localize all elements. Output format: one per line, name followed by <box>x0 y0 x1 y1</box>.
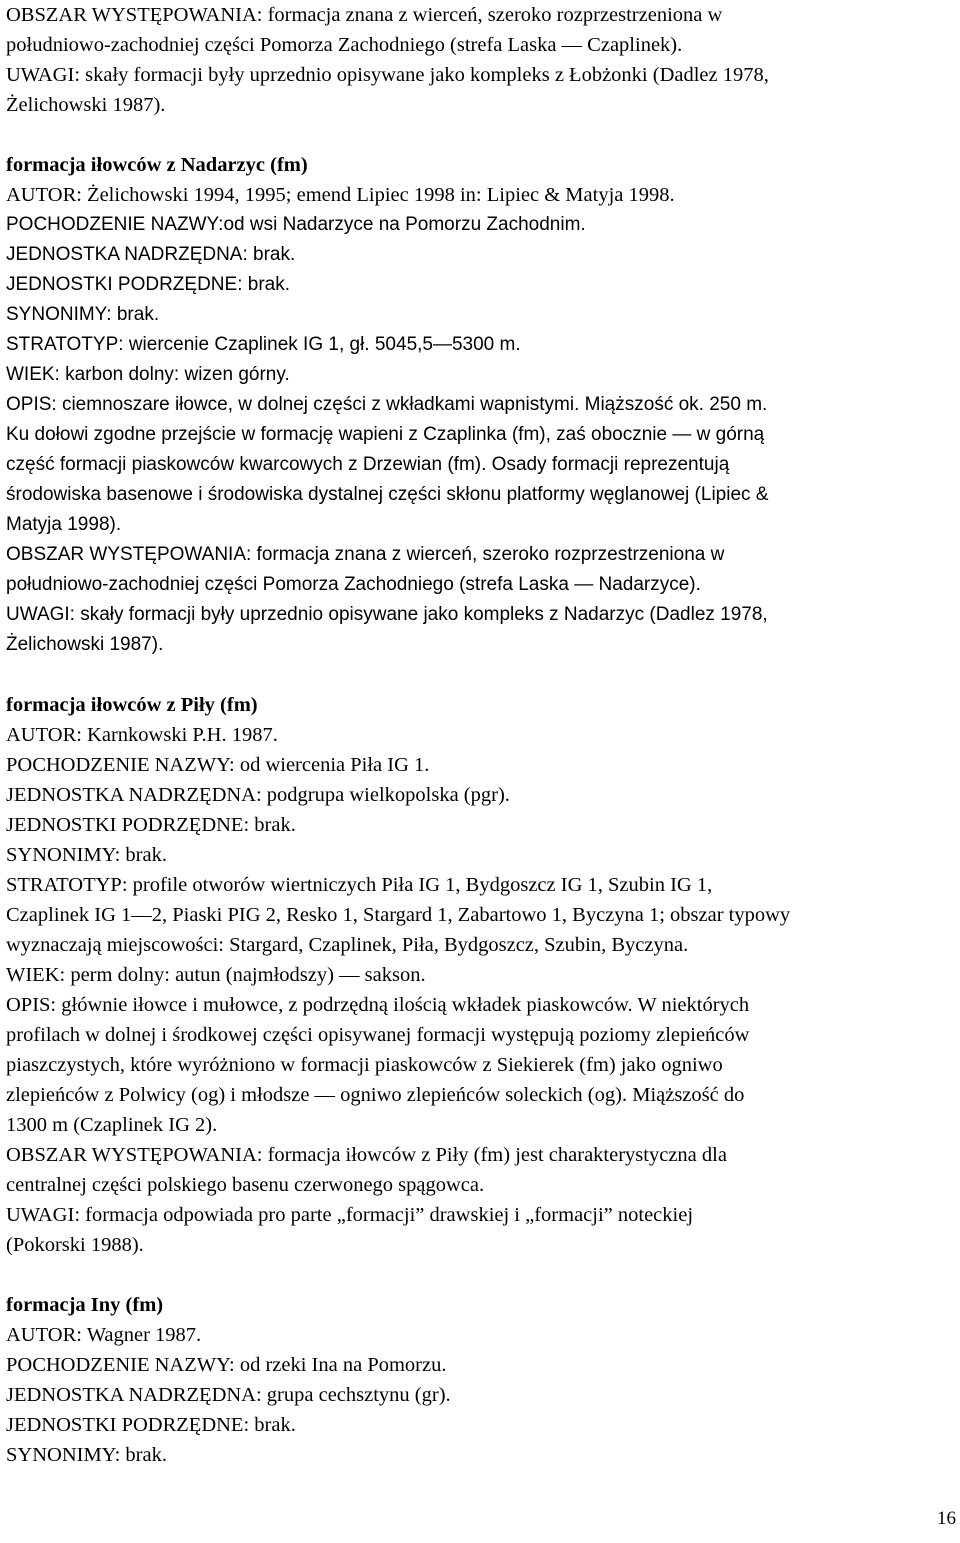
text-line: POCHODZENIE NAZWY: od rzeki Ina na Pomorzu. <box>6 1354 447 1376</box>
text-line: południowo-zachodniej części Pomorza Zachodniego (strefa Laska — Nadarzyce). <box>6 574 701 595</box>
text-line: Czaplinek IG 1—2, Piaski PIG 2, Resko 1, Stargard 1, Zabartowo 1, Byczyna 1; obszar typowy <box>6 904 791 926</box>
section-heading: formacja Iny (fm) <box>6 1294 164 1316</box>
text-line: Matyja 1998). <box>6 514 122 535</box>
text-line: środowiska basenowe i środowiska dystalnej części skłonu platformy węglanowej (Lipiec & <box>6 484 769 505</box>
text-line: OPIS: ciemnoszare iłowce, w dolnej części z wkładkami wapnistymi. Miąższość ok. 250 m. <box>6 394 768 415</box>
text-line: OBSZAR WYSTĘPOWANIA: formacja znana z wierceń, szeroko rozprzestrzeniona w <box>6 544 725 565</box>
text-line: część formacji piaskowców kwarcowych z Drzewian (fm). Osady formacji reprezentują <box>6 454 730 475</box>
text-line: SYNONIMY: brak. <box>6 1444 167 1466</box>
document-page <box>6 0 956 1470</box>
text-line: JEDNOSTKI PODRZĘDNE: brak. <box>6 1414 296 1436</box>
text-line: (Pokorski 1988). <box>6 1234 144 1256</box>
text-line: UWAGI: skały formacji były uprzednio opisywane jako kompleks z Łobżonki (Dadlez 1978, <box>6 64 769 86</box>
text-line: OBSZAR WYSTĘPOWANIA: formacja znana z wierceń, szeroko rozprzestrzeniona w <box>6 4 723 26</box>
text-line: JEDNOSTKA NADRZĘDNA: podgrupa wielkopolska (pgr). <box>6 784 510 806</box>
paragraph-gap <box>6 1260 956 1290</box>
text-line: Ku dołowi zgodne przejście w formację wapieni z Czaplinka (fm), zaś obocznie — w górną <box>6 424 765 445</box>
text-line: centralnej części polskiego basenu czerwonego spągowca. <box>6 1174 485 1196</box>
text-line: wyznaczają miejscowości: Stargard, Czaplinek, Piła, Bydgoszcz, Szubin, Byczyna. <box>6 934 689 956</box>
text-line: profilach w dolnej i środkowej części opisywanej formacji występują poziomy zlepieńców <box>6 1024 750 1046</box>
paragraph-gap <box>6 120 956 150</box>
text-line: Żelichowski 1987). <box>6 94 166 116</box>
text-line: południowo-zachodniej części Pomorza Zachodniego (strefa Laska — Czaplinek). <box>6 34 683 56</box>
text-line: STRATOTYP: wiercenie Czaplinek IG 1, gł. 5045,5—5300 m. <box>6 334 521 355</box>
text-line: UWAGI: formacja odpowiada pro parte „formacji” drawskiej i „formacji” noteckiej <box>6 1204 694 1226</box>
text-line: piaszczystych, które wyróżniono w formacji piaskowców z Siekierek (fm) jako ogniwo <box>6 1054 723 1076</box>
section-heading: formacja iłowców z Piły (fm) <box>6 694 258 716</box>
text-line: UWAGI: skały formacji były uprzednio opisywane jako kompleks z Nadarzyc (Dadlez 1978, <box>6 604 768 625</box>
text-line: SYNONIMY: brak. <box>6 844 167 866</box>
text-line: POCHODZENIE NAZWY:od wsi Nadarzyce na Pomorzu Zachodnim. <box>6 214 586 235</box>
text-line: JEDNOSTKA NADRZĘDNA: grupa cechsztynu (gr). <box>6 1384 451 1406</box>
text-line: POCHODZENIE NAZWY: od wiercenia Piła IG 1. <box>6 754 430 776</box>
section-heading: formacja iłowców z Nadarzyc (fm) <box>6 154 308 176</box>
text-line: STRATOTYP: profile otworów wiertniczych Piła IG 1, Bydgoszcz IG 1, Szubin IG 1, <box>6 874 713 896</box>
text-line: JEDNOSTKI PODRZĘDNE: brak. <box>6 274 290 295</box>
text-line: Żelichowski 1987). <box>6 634 164 655</box>
text-line: OPIS: głównie iłowce i mułowce, z podrzędną ilością wkładek piaskowców. W niektórych <box>6 994 750 1016</box>
text-line: WIEK: perm dolny: autun (najmłodszy) — sakson. <box>6 964 426 986</box>
text-line: JEDNOSTKI PODRZĘDNE: brak. <box>6 814 296 836</box>
text-line: JEDNOSTKA NADRZĘDNA: brak. <box>6 244 296 265</box>
text-line: OBSZAR WYSTĘPOWANIA: formacja iłowców z Piły (fm) jest charakterystyczna dla <box>6 1144 727 1166</box>
text-line: AUTOR: Karnkowski P.H. 1987. <box>6 724 278 746</box>
page-number: 16 <box>937 1508 956 1529</box>
paragraph-gap <box>6 660 956 690</box>
text-line: AUTOR: Żelichowski 1994, 1995; emend Lipiec 1998 in: Lipiec & Matyja 1998. <box>6 184 675 206</box>
text-line: AUTOR: Wagner 1987. <box>6 1324 202 1346</box>
text-line: WIEK: karbon dolny: wizen górny. <box>6 364 290 385</box>
text-line: 1300 m (Czaplinek IG 2). <box>6 1114 218 1136</box>
text-line: SYNONIMY: brak. <box>6 304 160 325</box>
text-line: zlepieńców z Polwicy (og) i młodsze — ogniwo zlepieńców soleckich (og). Miąższość do <box>6 1084 745 1106</box>
